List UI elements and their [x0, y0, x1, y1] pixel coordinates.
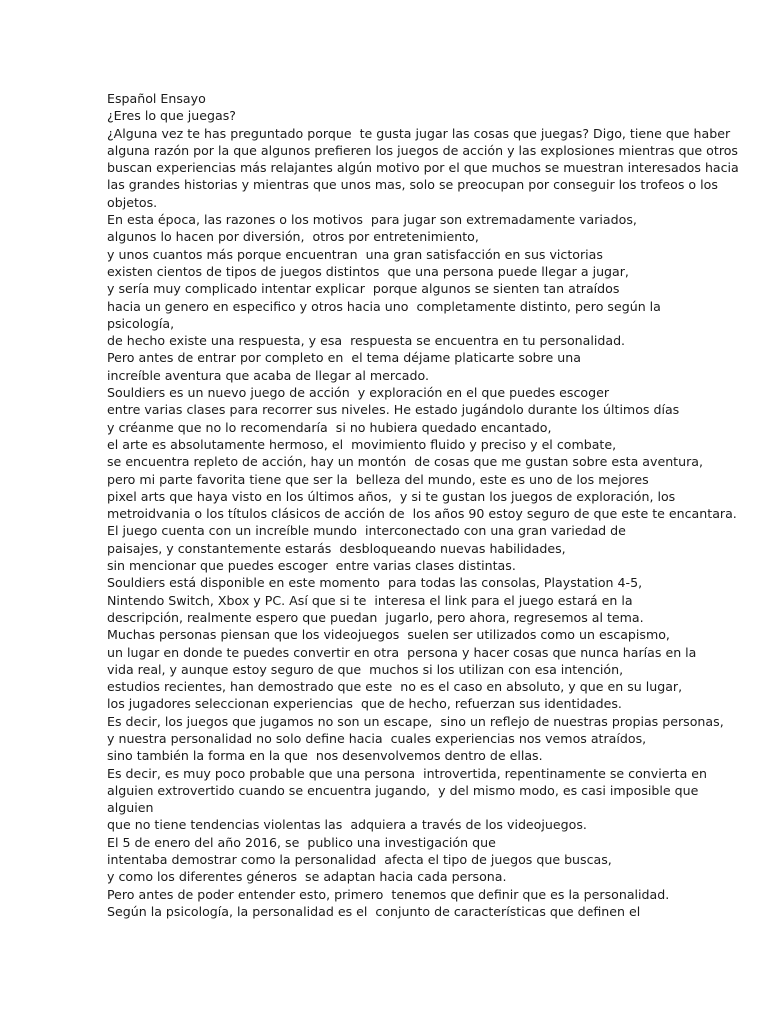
- text-line: Es decir, los juegos que jugamos no son un escape, sino un reflejo de nuestras propias personas,: [107, 713, 724, 729]
- text-line: paisajes, y constantemente estarás desbloqueando nuevas habilidades,: [107, 540, 566, 556]
- text-line: algunos lo hacen por diversión, otros por entretenimiento,: [107, 229, 479, 245]
- text-line: existen cientos de tipos de juegos distintos que una persona puede llegar a jugar,: [107, 263, 629, 279]
- text-line: alguien: [107, 800, 154, 816]
- document-title: Español Ensayo: [107, 91, 206, 106]
- text-line: de hecho existe una respuesta, y esa respuesta se encuentra en tu personalidad.: [107, 333, 626, 349]
- text-line: se encuentra repleto de acción, hay un montón de cosas que me gustan sobre esta aventura,: [107, 454, 704, 470]
- text-line: y unos cuantos más porque encuentran una gran satisfacción en sus victorias: [107, 246, 603, 262]
- text-line: Nintendo Switch, Xbox y PC. Así que si te interesa el link para el juego estará en la: [107, 592, 633, 608]
- text-line: y como los diferentes géneros se adaptan hacia cada persona.: [107, 869, 507, 885]
- text-line: descripción, realmente espero que puedan jugarlo, pero ahora, regresemos al tema.: [107, 609, 644, 625]
- text-line: Souldiers está disponible en este momento para todas las consolas, Playstation 4-5,: [107, 575, 643, 591]
- text-line: entre varias clases para recorrer sus niveles. He estado jugándolo durante los últimos días: [107, 402, 680, 418]
- text-line: y sería muy complicado intentar explicar porque algunos se sienten tan atraídos: [107, 281, 620, 297]
- text-line: pero mi parte favorita tiene que ser la belleza del mundo, este es uno de los mejores: [107, 471, 649, 487]
- text-line: un lugar en donde te puedes convertir en otra persona y hacer cosas que nunca harías en la: [107, 644, 697, 660]
- text-line: alguien extrovertido cuando se encuentra jugando, y del mismo modo, es casi imposible que: [107, 782, 699, 798]
- text-line: hacia un genero en especifico y otros hacia uno completamente distinto, pero según la: [107, 298, 661, 314]
- text-line: Souldiers es un nuevo juego de acción y exploración en el que puedes escoger: [107, 385, 609, 401]
- text-line: vida real, y aunque estoy seguro de que muchos si los utilizan con esa intención,: [107, 661, 624, 677]
- text-line: y créanme que no lo recomendaría si no hubiera quedado encantado,: [107, 419, 552, 435]
- text-line: buscan experiencias más relajantes algún motivo por el que muchos se muestran interesados hacia: [107, 160, 739, 176]
- text-line: increíble aventura que acaba de llegar al mercado.: [107, 367, 429, 383]
- text-line: El 5 de enero del año 2016, se publico una investigación que: [107, 834, 496, 850]
- text-line: objetos.: [107, 194, 158, 210]
- text-line: las grandes historias y mientras que unos mas, solo se preocupan por conseguir los trofeos o los: [107, 177, 718, 193]
- text-line: metroidvania o los títulos clásicos de acción de los años 90 estoy seguro de que este te encantara.: [107, 506, 737, 522]
- text-line: Pero antes de poder entender esto, primero tenemos que definir que es la personalidad.: [107, 886, 670, 902]
- text-line: El juego cuenta con un increíble mundo interconectado con una gran variedad de: [107, 523, 626, 539]
- text-line: sino también la forma en la que nos desenvolvemos dentro de ellas.: [107, 748, 543, 764]
- text-line: En esta época, las razones o los motivos para jugar son extremadamente variados,: [107, 212, 637, 228]
- text-line: Pero antes de entrar por completo en el tema déjame platicarte sobre una: [107, 350, 581, 366]
- text-line: sin mencionar que puedes escoger entre varias clases distintas.: [107, 558, 516, 574]
- text-line: el arte es absolutamente hermoso, el movimiento fluido y preciso y el combate,: [107, 436, 617, 452]
- text-line: y nuestra personalidad no solo define hacia cuales experiencias nos vemos atraídos,: [107, 730, 647, 746]
- text-line: pixel arts que haya visto en los últimos años, y si te gustan los juegos de exploración, los: [107, 488, 676, 504]
- text-line: los jugadores seleccionan experiencias que de hecho, refuerzan sus identidades.: [107, 696, 622, 712]
- text-line: Según la psicología, la personalidad es el conjunto de características que definen el: [107, 903, 641, 919]
- text-line: intentaba demostrar como la personalidad afecta el tipo de juegos que buscas,: [107, 852, 612, 868]
- text-line: que no tiene tendencias violentas las adquiera a través de los videojuegos.: [107, 817, 587, 833]
- text-line: ¿Alguna vez te has preguntado porque te gusta jugar las cosas que juegas? Digo, tiene que haber: [107, 125, 731, 141]
- text-line: alguna razón por la que algunos prefieren los juegos de acción y las explosiones mientras que otros: [107, 142, 738, 158]
- text-line: Muchas personas piensan que los videojuegos suelen ser utilizados como un escapismo,: [107, 627, 670, 643]
- essay-subtitle: ¿Eres lo que juegas?: [107, 108, 236, 124]
- document-body: [107, 90, 739, 920]
- text-line: Es decir, es muy poco probable que una persona introvertida, repentinamente se convierta en: [107, 765, 708, 781]
- text-line: psicología,: [107, 315, 175, 331]
- text-line: estudios recientes, han demostrado que este no es el caso en absoluto, y que en su lugar,: [107, 679, 683, 695]
